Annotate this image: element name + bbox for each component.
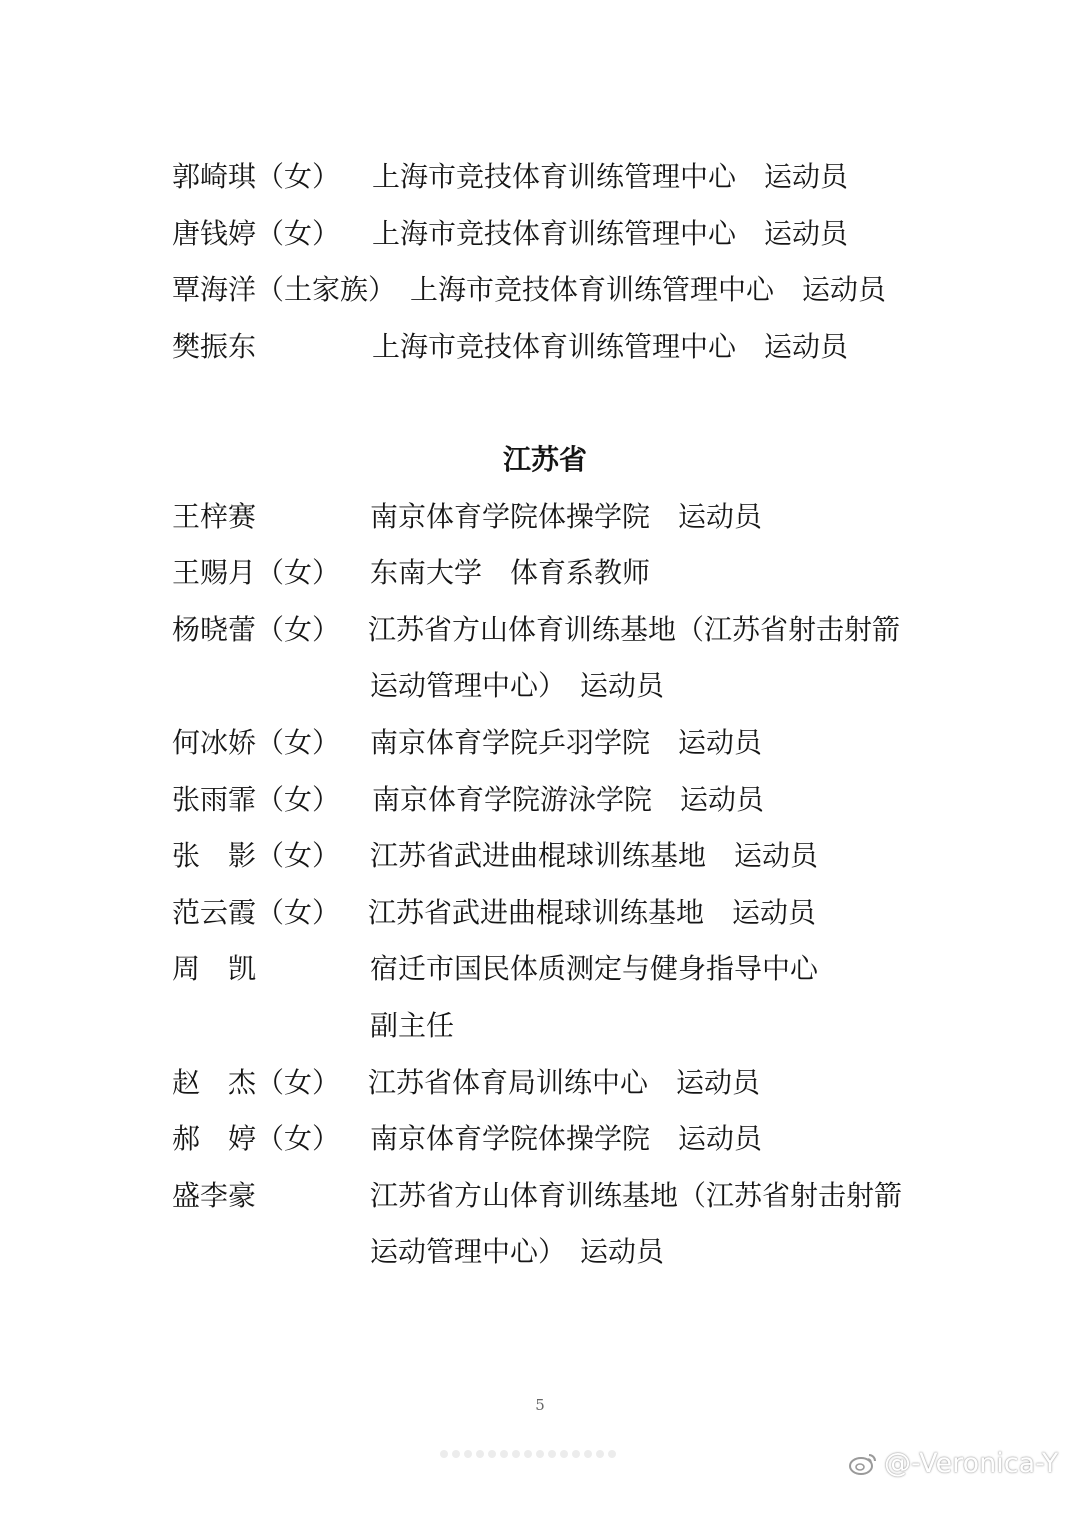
section-title: 江苏省 xyxy=(502,443,587,476)
person-affiliation: 东南大学 体育系教师 xyxy=(370,556,651,589)
person-name: 周 凯 xyxy=(172,952,257,985)
person-affiliation: 上海市竞技体育训练管理中心 运动员 xyxy=(410,273,887,306)
pager-dot xyxy=(596,1450,604,1458)
person-affiliation: 江苏省体育局训练中心 运动员 xyxy=(368,1066,761,1099)
person-affiliation: 南京体育学院体操学院 运动员 xyxy=(370,1122,763,1155)
person-name: 唐钱婷（女） xyxy=(172,217,341,250)
pager-dot xyxy=(464,1450,472,1458)
pager-dot xyxy=(524,1450,532,1458)
watermark xyxy=(848,1448,1058,1479)
person-affiliation: 上海市竞技体育训练管理中心 运动员 xyxy=(372,160,849,193)
person-name: 盛李豪 xyxy=(172,1179,257,1212)
person-name: 张雨霏（女） xyxy=(172,783,341,816)
person-name: 赵 杰（女） xyxy=(172,1066,341,1099)
person-name: 张 影（女） xyxy=(172,839,341,872)
person-affiliation: 宿迁市国民体质测定与健身指导中心 xyxy=(370,952,819,985)
person-name: 樊振东 xyxy=(172,330,257,363)
pager-dot xyxy=(512,1450,520,1458)
person-name: 郭崎琪（女） xyxy=(172,160,341,193)
person-affiliation: 上海市竞技体育训练管理中心 运动员 xyxy=(372,330,849,363)
person-name: 郝 婷（女） xyxy=(172,1122,341,1155)
person-affiliation: 江苏省方山体育训练基地（江苏省射击射箭 xyxy=(368,613,901,646)
pager-dot xyxy=(440,1450,448,1458)
person-affiliation: 南京体育学院体操学院 运动员 xyxy=(370,500,763,533)
weibo-logo-icon xyxy=(848,1452,878,1476)
pager-dots xyxy=(440,1450,616,1458)
pager-dot xyxy=(500,1450,508,1458)
person-affiliation: 南京体育学院乒羽学院 运动员 xyxy=(370,726,763,759)
person-name: 杨晓蕾（女） xyxy=(172,613,341,646)
pager-dot xyxy=(452,1450,460,1458)
pager-dot xyxy=(476,1450,484,1458)
person-name: 何冰娇（女） xyxy=(172,726,341,759)
pager-dot xyxy=(560,1450,568,1458)
person-affiliation: 南京体育学院游泳学院 运动员 xyxy=(372,783,765,816)
person-affiliation-cont: 运动管理中心） 运动员 xyxy=(370,669,665,702)
pager-dot xyxy=(572,1450,580,1458)
person-affiliation: 江苏省武进曲棍球训练基地 运动员 xyxy=(368,896,817,929)
person-affiliation-cont: 副主任 xyxy=(370,1009,455,1042)
person-name: 王赐月（女） xyxy=(172,556,341,589)
pager-dot xyxy=(488,1450,496,1458)
person-name: 覃海洋（土家族） xyxy=(172,273,397,306)
pager-dot xyxy=(608,1450,616,1458)
person-name: 范云霞（女） xyxy=(172,896,341,929)
person-affiliation: 江苏省方山体育训练基地（江苏省射击射箭 xyxy=(370,1179,903,1212)
person-affiliation: 上海市竞技体育训练管理中心 运动员 xyxy=(372,217,849,250)
person-affiliation-cont: 运动管理中心） 运动员 xyxy=(370,1235,665,1268)
pager-dot xyxy=(536,1450,544,1458)
pager-dot xyxy=(548,1450,556,1458)
pager-dot xyxy=(584,1450,592,1458)
watermark-text: @-Veronica-Y xyxy=(884,1448,1059,1479)
person-affiliation: 江苏省武进曲棍球训练基地 运动员 xyxy=(370,839,819,872)
person-name: 王梓赛 xyxy=(172,500,257,533)
page-number: 5 xyxy=(535,1396,545,1414)
